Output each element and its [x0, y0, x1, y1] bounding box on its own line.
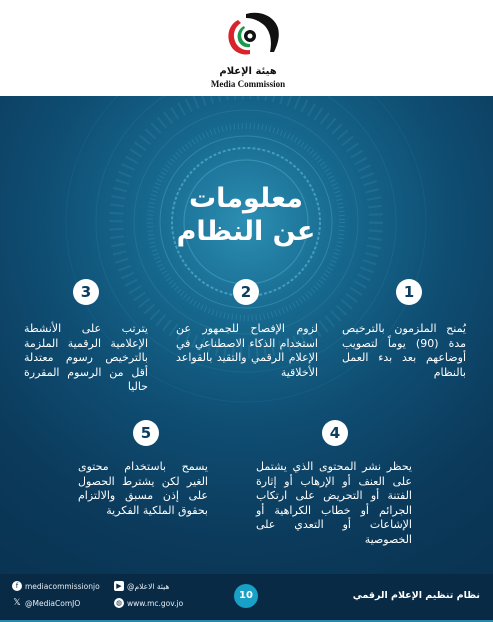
item-text-4: يحظر نشر المحتوى الذي يشتمل على العنف أو الإرهاب أو إثارة الفتنة أو التحريض على ارتكاب الجرائم أو خطاب الكراهية أو الإشاعات أو التعدي على الخصوصية	[256, 460, 412, 546]
facebook-handle[interactable]: mediacommissionjo	[25, 582, 100, 591]
page-title	[146, 182, 346, 248]
globe-icon[interactable]: ◍	[115, 599, 123, 607]
media-commission-logo	[208, 8, 288, 92]
item-text-3: يترتب على الأنشطة الإعلامية الرقمية الملزمة بالترخيص رسوم معتدلة أقل من الرسوم المقررة حاليا	[24, 322, 148, 393]
facebook-icon[interactable]: f	[12, 581, 22, 591]
system-name: نظام تنظيم الإعلام الرقمي	[352, 590, 480, 601]
item-text-5: يسمح باستخدام محتوى الغير لكن يشترط الحصول على إذن مسبق والالتزام بحقوق الملكية الفكرية	[78, 460, 208, 517]
youtube-icon[interactable]: ▶	[114, 581, 124, 591]
youtube-handle[interactable]: @هيئة الاعلام	[127, 582, 170, 591]
header	[0, 0, 493, 96]
x-handle[interactable]: @MediaComJO	[25, 599, 81, 608]
logo-text-en: Media Commission	[210, 79, 286, 89]
logo-text-ar: هيئة الإعلام	[219, 66, 277, 77]
item-number-5: 5	[133, 420, 159, 446]
item-number-3: 3	[73, 279, 99, 305]
website-link[interactable]: www.mc.gov.jo	[127, 599, 184, 608]
title-line-2: عن النظام	[176, 216, 316, 247]
item-text-1: يُمنح الملزمون بالترخيص مدة (90) يوماً لتصويب أوضاعهم بعد بدء العمل بالنظام	[342, 322, 467, 379]
x-icon[interactable]: 𝕏	[13, 598, 21, 608]
page-number-badge: 10	[234, 584, 258, 608]
item-text-2: لزوم الإفصاح للجمهور عن استخدام الذكاء الاصطناعي في الإعلام الرقمي والتقيد بالقواعد الأخلاقية	[176, 322, 318, 379]
item-number-1: 1	[396, 279, 422, 305]
info-panel	[0, 96, 493, 574]
item-number-2: 2	[233, 279, 259, 305]
title-line-1: معلومات	[189, 183, 303, 214]
logo-emblem	[208, 8, 288, 66]
item-number-4: 4	[322, 420, 348, 446]
